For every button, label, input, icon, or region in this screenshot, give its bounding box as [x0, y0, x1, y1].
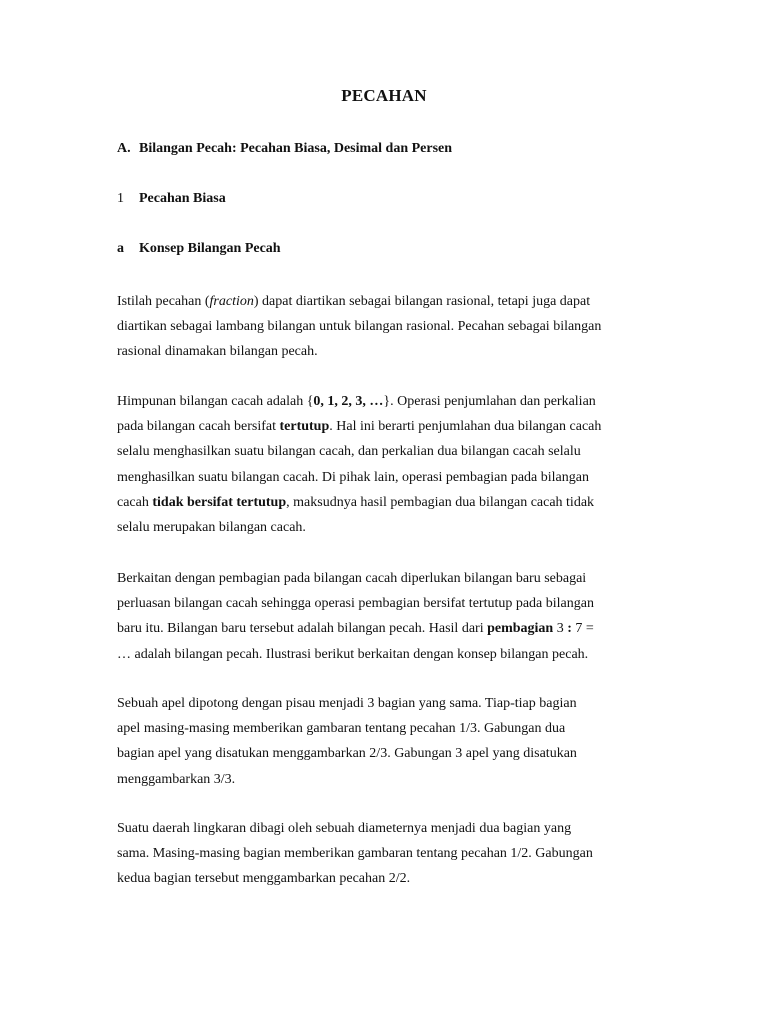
- text-run: ) dapat diartikan sebagai bilangan rasional, tetapi juga dapat: [253, 294, 591, 309]
- subsection-title: Pecahan Biasa: [139, 191, 226, 206]
- text-line: menghasilkan suatu bilangan cacah. Di pihak lain, operasi pembagian pada bilangan: [117, 469, 589, 485]
- text-run: 7 =: [571, 621, 594, 637]
- text-line: rasional dinamakan bilangan pecah.: [117, 344, 318, 360]
- text-line: selalu merupakan bilangan cacah.: [117, 520, 306, 536]
- text-line: [117, 490, 657, 515]
- text-run: Himpunan bilangan cacah adalah {: [117, 394, 314, 409]
- text-run: 3: [553, 621, 568, 637]
- text-line: selalu menghasilkan suatu bilangan cacah, dan perkalian dua bilangan cacah selalu: [117, 444, 581, 460]
- text-line: [117, 389, 657, 414]
- bold-term: :: [567, 621, 572, 637]
- text-run: , maksudnya hasil pembagian dua bilangan cacah tidak: [286, 494, 595, 510]
- section-title: Bilangan Pecah: Pecahan Biasa, Desimal dan Persen: [139, 141, 453, 156]
- section-number: A.: [117, 141, 131, 156]
- paragraph-division: [117, 566, 657, 667]
- italic-term: fraction: [209, 294, 254, 309]
- text-line: [117, 289, 657, 314]
- text-run: }. Operasi penjumlahan dan perkalian: [383, 394, 596, 409]
- paragraph-circle-example: [117, 816, 657, 892]
- text-line: Berkaitan dengan pembagian pada bilangan cacah diperlukan bilangan baru sebagai: [117, 571, 587, 586]
- text-line: kedua bagian tersebut menggambarkan pecahan 2/2.: [117, 871, 411, 887]
- bold-term: 0, 1, 2, 3, …: [313, 394, 384, 409]
- subsubsection-title: Konsep Bilangan Pecah: [139, 241, 281, 256]
- text-line: [117, 414, 657, 439]
- paragraph-fraction-definition: [117, 289, 657, 365]
- text-line: apel masing-masing memberikan gambaran tentang pecahan 1/3. Gabungan dua: [117, 721, 566, 737]
- text-line: bagian apel yang disatukan menggambarkan 2/3. Gabungan 3 apel yang disatukan: [117, 746, 577, 762]
- text-line: sama. Masing-masing bagian memberikan gambaran tentang pecahan 1/2. Gabungan: [117, 846, 593, 862]
- section-heading-a: [117, 141, 452, 157]
- subsubsection-heading-a: [117, 241, 281, 257]
- text-run: . Hal ini berarti penjumlahan dua bilangan cacah: [329, 419, 602, 435]
- paragraph-whole-numbers: [117, 389, 657, 540]
- text-line: Sebuah apel dipotong dengan pisau menjadi 3 bagian yang sama. Tiap-tiap bagian: [117, 696, 577, 711]
- text-run: Istilah pecahan (: [117, 294, 210, 309]
- text-run: pada bilangan cacah bersifat: [117, 419, 280, 435]
- subsubsection-letter: a: [117, 241, 124, 256]
- text-run: baru itu. Bilangan baru tersebut adalah bilangan pecah. Hasil dari: [117, 621, 488, 637]
- page-title: PECAHAN: [341, 86, 427, 105]
- text-line: [117, 616, 657, 641]
- text-line: Suatu daerah lingkaran dibagi oleh sebuah diameternya menjadi dua bagian yang: [117, 821, 572, 836]
- text-line: … adalah bilangan pecah. Ilustrasi berikut berkaitan dengan konsep bilangan pecah.: [117, 646, 589, 662]
- text-line: menggambarkan 3/3.: [117, 771, 236, 787]
- subsection-heading-1: [117, 191, 226, 207]
- paragraph-apple-example: [117, 691, 657, 792]
- bold-term: tidak bersifat tertutup: [152, 494, 287, 510]
- text-run: cacah: [117, 494, 153, 510]
- text-line: perluasan bilangan cacah sehingga operasi pembagian bersifat tertutup pada bilangan: [117, 596, 594, 612]
- bold-term: pembagian: [487, 621, 554, 637]
- text-line: diartikan sebagai lambang bilangan untuk bilangan rasional. Pecahan sebagai bilangan: [117, 319, 602, 335]
- subsection-number: 1: [117, 191, 124, 206]
- bold-term: tertutup: [279, 419, 330, 435]
